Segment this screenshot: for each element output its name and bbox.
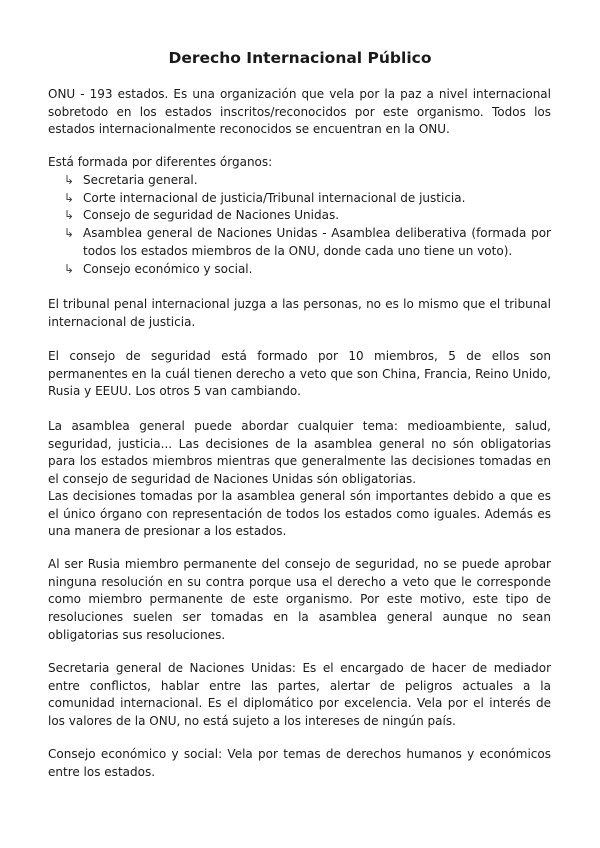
bullet-arrow-icon: ↳ [64, 261, 75, 276]
list-item-text: Consejo económico y social. [83, 261, 253, 276]
paragraph-rusia-veto: Al ser Rusia miembro permanente del consejo de seguridad, no se puede aprobar ninguna resolución en su contra porque usa el derecho a veto que le corresponde como miembro permanente de este organismo. Por este motivo, este tipo de resoluciones suelen ser tomadas en la asamblea general aunque no sean obligatorias sus resoluciones. [48, 557, 551, 642]
paragraph-onu: ONU - 193 estados. Es una organización que vela por la paz a nivel internacional sobretodo en los estados inscritos/reconocidos por este organismo. Todos los estados internacionalmente reconocidos se encuentran en la ONU. [48, 87, 551, 137]
list-item [64, 172, 551, 190]
organs-list [64, 172, 551, 278]
list-item-text: Asamblea general de Naciones Unidas - Asamblea deliberativa (formada por todos los estados miembros de la ONU, donde cada uno tiene un voto). [83, 226, 551, 258]
list-item [64, 225, 551, 260]
document-title: Derecho Internacional Público [168, 49, 432, 67]
paragraph-consejo-seguridad: El consejo de seguridad está formado por 10 miembros, 5 de ellos son permanentes en la cuál tienen derecho a veto que son China, Francia, Reino Unido, Rusia y EEUU. Los otros 5 van cambiando. [48, 349, 551, 399]
list-item-text: Consejo de seguridad de Naciones Unidas. [83, 208, 340, 223]
list-item [64, 261, 551, 279]
paragraph-asamblea-general: La asamblea general puede abordar cualquier tema: medioambiente, salud, seguridad, justicia... Las decisiones de la asamblea general no són obligatorias para los estados miembros mientras que generalmente las decisiones tomadas en el consejo de seguridad de Naciones Unidas són obligatorias. [48, 419, 551, 487]
paragraph-consejo-economico: Consejo económico y social: Vela por temas de derechos humanos y económicos entre los estados. [48, 747, 551, 779]
paragraph-secretaria-general: Secretaria general de Naciones Unidas: Es el encargado de hacer de mediador entre conflictos, hablar entre las partes, alertar de peligros actuales a la comunidad internacional. Es el diplomático por excelencia. Vela por el interés de los valores de la ONU, no está sujeto a los intereses de ningún país. [48, 661, 551, 729]
bullet-arrow-icon: ↳ [64, 173, 75, 187]
paragraph-asamblea-decisiones: Las decisiones tomadas por la asamblea general són importantes debido a que es el único órgano con representación de todos los estados como iguales. Además es una manera de presionar a los estados. [48, 489, 551, 539]
paragraph-tribunal: El tribunal penal internacional juzga a las personas, no es lo mismo que el tribunal internacional de justicia. [48, 297, 551, 329]
list-item-text: Corte internacional de justicia/Tribunal internacional de justicia. [83, 190, 466, 205]
bullet-arrow-icon: ↳ [64, 226, 75, 241]
paragraph-organs-intro: Está formada por diferentes órganos: [48, 155, 273, 169]
bullet-arrow-icon: ↳ [64, 190, 75, 205]
bullet-arrow-icon: ↳ [64, 208, 75, 223]
list-item [64, 190, 551, 208]
list-item-text: Secretaria general. [83, 173, 198, 187]
list-item [64, 207, 551, 225]
